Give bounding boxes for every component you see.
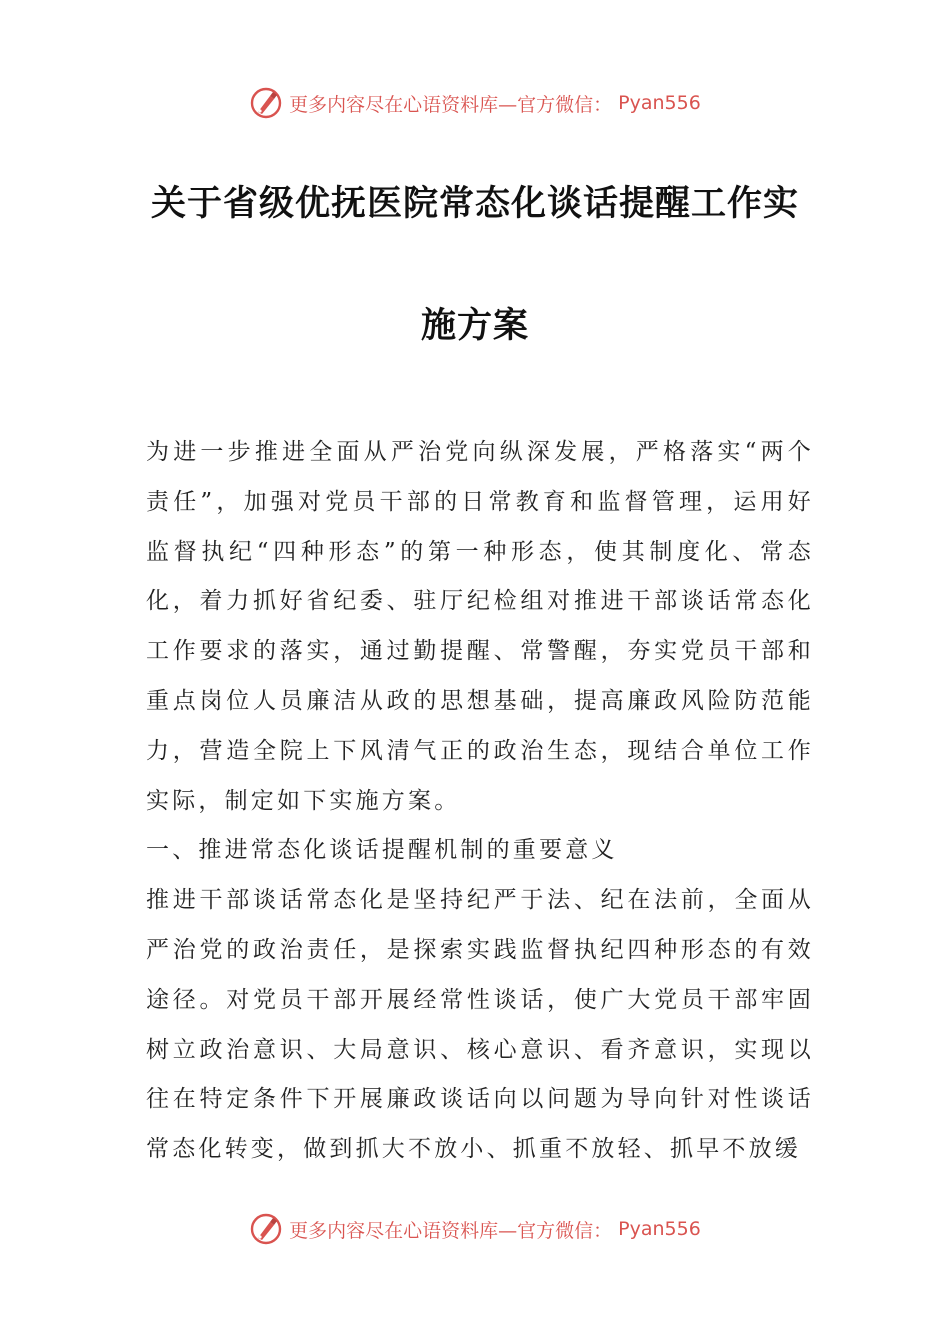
document-title-line2: 施方案 <box>420 305 529 346</box>
intro-paragraph: 为进一步推进全面从严治党向纵深发展，严格落实“两个责任”，加强对党员干部的日常教育和监督管理，运用好监督执纪“四种形态”的第一种形态，使其制度化、常态化，着力抓好省纪委、驻厅纪检组对推进干部谈话常态化工作要求的落实，通过勤提醒、常警醒，夯实党员干部和重点岗位人员廉洁从政的思想基础，提高廉政风险防范能力，营造全院上下风清气正的政治生态，现结合单位工作实际，制定如下实施方案。 <box>146 439 814 814</box>
watermark-header <box>0 86 950 120</box>
watermark-text: 更多内容尽在心语资料库—官方微信： <box>289 1219 613 1242</box>
document-body <box>146 428 814 1175</box>
pen-nib-circle-icon <box>249 1212 283 1246</box>
watermark-handle: Pyan556 <box>618 92 701 114</box>
watermark-handle: Pyan556 <box>618 1218 701 1240</box>
watermark-footer <box>0 1212 950 1246</box>
pen-nib-circle-icon <box>249 86 283 120</box>
document-title-line1: 关于省级优抚医院常态化谈话提醒工作实 <box>150 183 799 224</box>
section-heading-1: 一、推进常态化谈话提醒机制的重要意义 <box>146 837 618 864</box>
section-paragraph-1: 推进干部谈话常态化是坚持纪严于法、纪在法前，全面从严治党的政治责任，是探索实践监督执纪四种形态的有效途径。对党员干部开展经常性谈话，使广大党员干部牢固树立政治意识、大局意识、核心意识、看齐意识，实现以往在特定条件下开展廉政谈话向以问题为导向针对性谈话常态化转变，做到抓大不放小、抓重不放轻、抓早不放缓 <box>146 887 814 1163</box>
watermark-text: 更多内容尽在心语资料库—官方微信： <box>289 93 613 116</box>
